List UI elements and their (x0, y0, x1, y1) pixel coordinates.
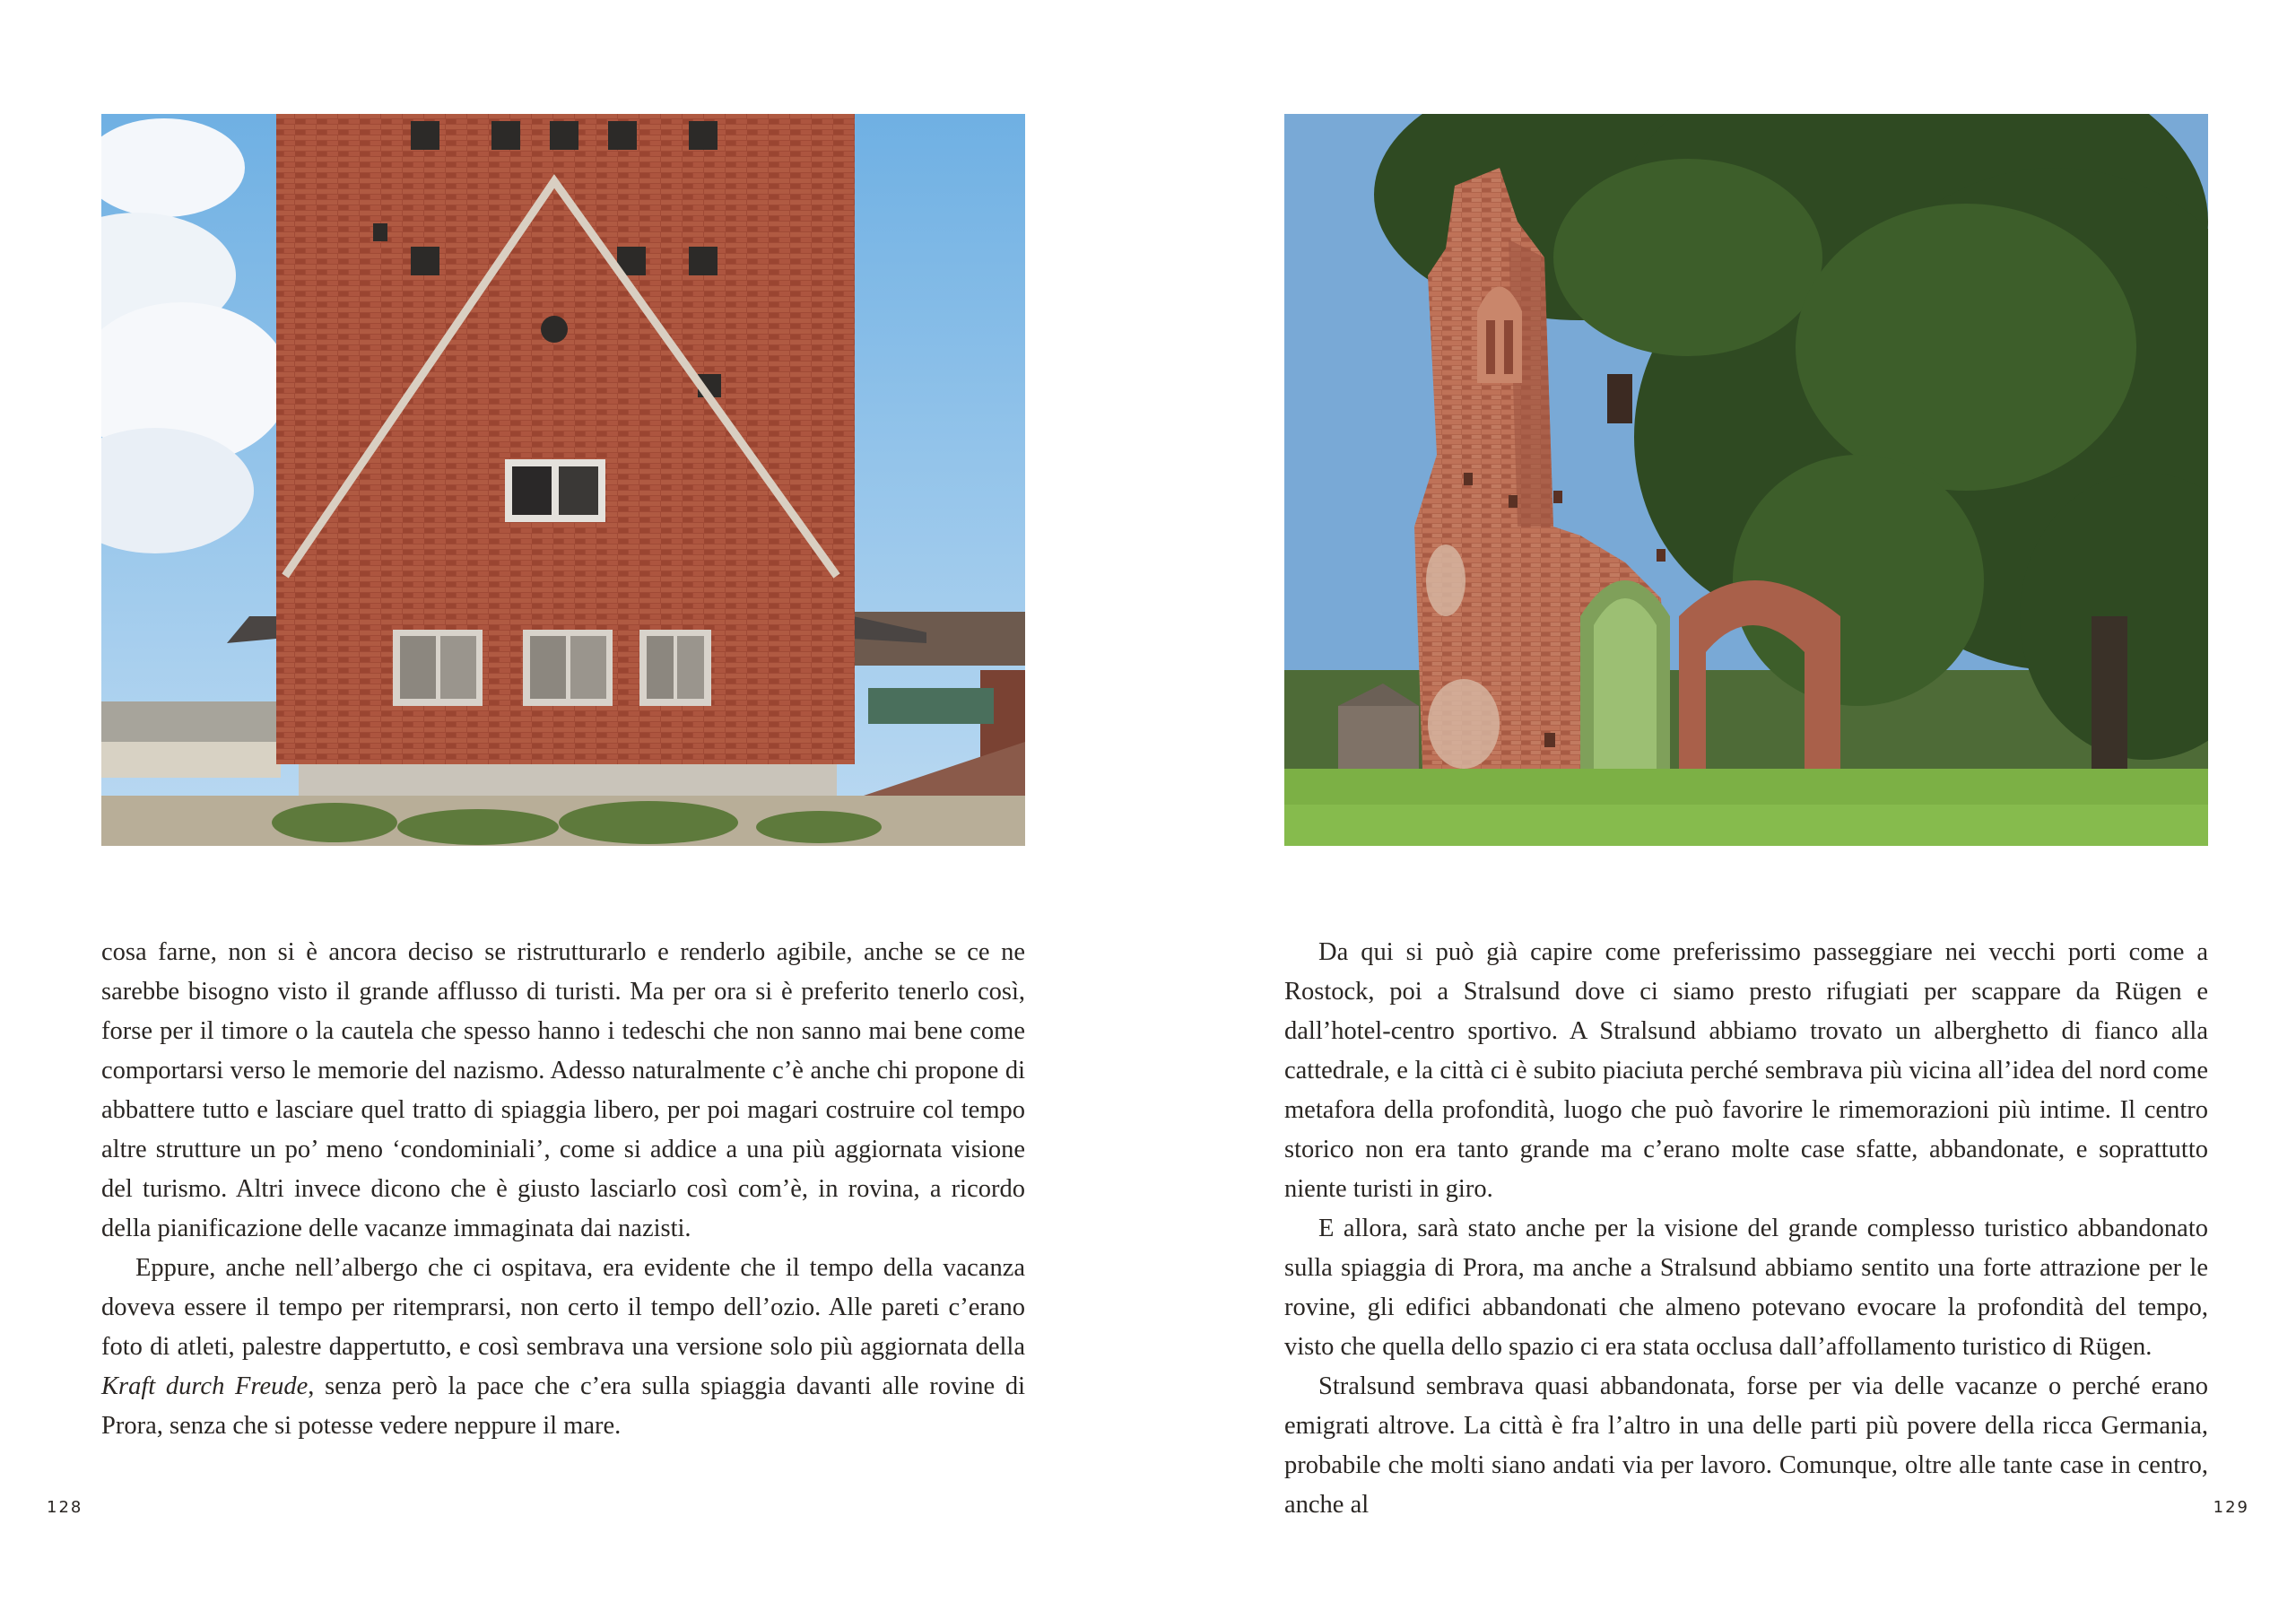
paragraph (101, 933, 1025, 1249)
paragraph (1284, 933, 2208, 1209)
right-body-text (1284, 933, 2208, 1525)
photo-church-ruin (1284, 114, 2208, 846)
paragraph (101, 1249, 1025, 1446)
paragraph-text: cosa farne, non si è ancora deciso se ristrutturarlo e renderlo agibile, anche se ce ne sarebbe bisogno visto il grande afflusso di turisti. Ma per ora si è preferito tenerlo così, forse per il timore o la cautela che spesso hanno i tedeschi che non sanno mai bene come comportarsi verso le memorie del nazismo. Adesso naturalmente c’è anche chi propone di abbattere tutto e lasciare quel tratto di spiaggia libero, per poi magari costruire col tempo altre strutture un po’ meno ‘condominiali’, come si addice a una più aggiornata visione del turismo. Altri invece dicono che è giusto lasciarlo così com’è, in rovina, a ricordo della pianificazione delle vacanze immaginata dai nazisti. (101, 938, 1025, 1242)
paragraph-text: Eppure, anche nell’albergo che ci ospitava, era evidente che il tempo della vacanza doveva essere il tempo per ritemprarsi, non certo il tempo dell’ozio. Alle pareti c’erano foto di atleti, palestre dappertutto, e così sembrava una versione solo più aggiornata della (101, 1254, 1025, 1361)
paragraph-text: , senza però la pace che c’era sulla spiaggia davanti alle rovine di Prora, senza che si potesse vedere neppure il mare. (101, 1372, 1025, 1440)
paragraph (1284, 1209, 2208, 1367)
brick-building-illustration (101, 114, 1025, 846)
italic-title: Kraft durch Freude (101, 1372, 309, 1400)
right-page (1148, 0, 2296, 1620)
paragraph-text: Da qui si può già capire come preferissimo passeggiare nei vecchi porti come a Rostock, poi a Stralsund dove ci siamo presto rifugiati per scappare da Rügen e dall’hotel-centro sportivo. A Stralsund abbiamo trovato un alberghetto di fianco alla cattedrale, e la città ci è subito piaciuta perché sembrava più vicina all’idea del nord come metafora della profondità, luogo che può favorire le rimemorazioni più intime. Il centro storico non era tanto grande ma c’erano molte case sfatte, abbandonate, e soprattutto niente turisti in giro. (1284, 938, 2208, 1203)
page-number: 128 (47, 1498, 83, 1517)
church-ruin-illustration (1284, 114, 2208, 846)
paragraph-text: E allora, sarà stato anche per la visione del grande complesso turistico abbandonato sulla spiaggia di Prora, ma anche a Stralsund abbiamo sentito una forte attrazione per le rovine, gli edifici abbandonati che almeno potevano evocare la profondità del tempo, visto che quella dello spazio ci era stata occlusa dall’affollamento turistico di Rügen. (1284, 1215, 2208, 1361)
photo-brick-building (101, 114, 1025, 846)
paragraph-text: Stralsund sembrava quasi abbandonata, forse per via delle vacanze o perché erano emigrati altrove. La città è fra l’altro in una delle parti più povere della ricca Germania, probabile che molti siano andati via per lavoro. Comunque, oltre alle tante case in centro, anche al (1284, 1372, 2208, 1519)
left-body-text (101, 933, 1025, 1446)
paragraph (1284, 1367, 2208, 1525)
page-number: 129 (2213, 1498, 2249, 1517)
